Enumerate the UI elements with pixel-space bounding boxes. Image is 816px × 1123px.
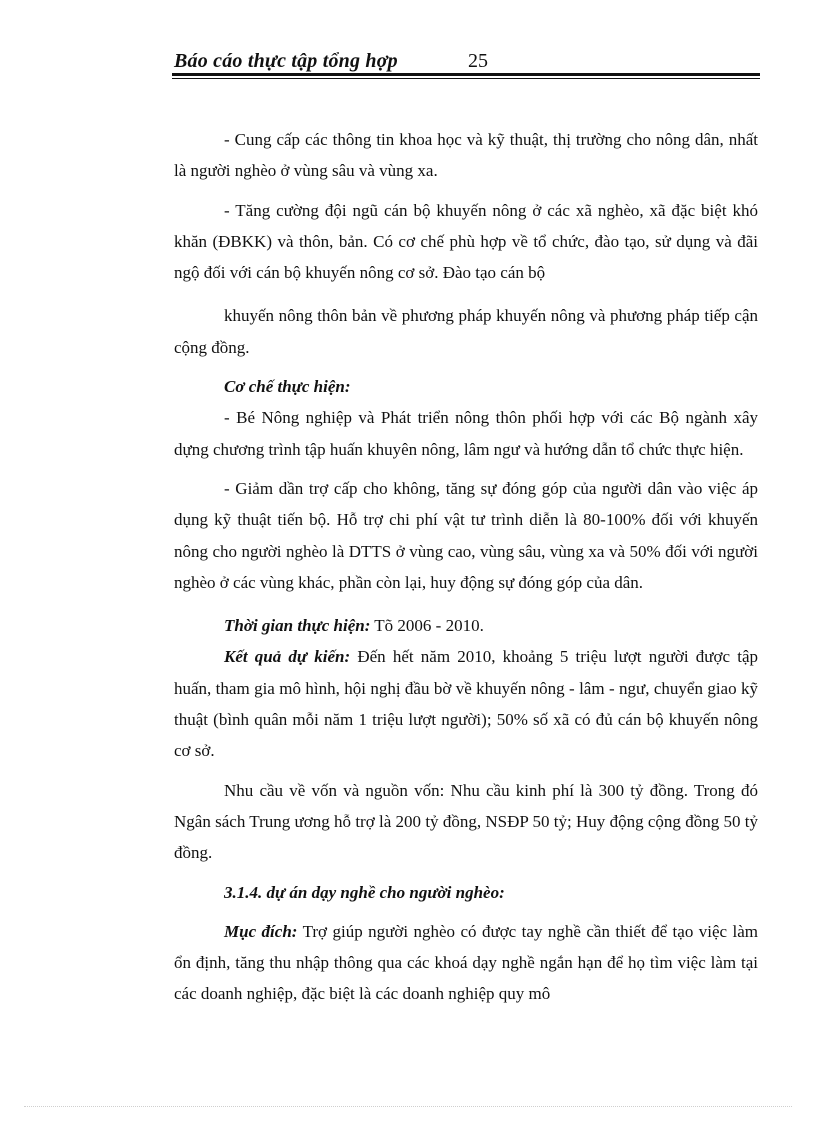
paragraph-ministry-coordination: - Bé Nông nghiệp và Phát triển nông thôn phối hợp với các Bộ ngành xây dựng chương trình tập huấn khuyên nông, lâm ngư và hướng dẫn tổ chức thực hiện. [174, 408, 758, 459]
paragraph-info-provision: - Cung cấp các thông tin khoa học và kỹ thuật, thị trường cho nông dân, nhất là người nghèo ở vùng sâu và vùng xa. [174, 130, 758, 181]
paragraph-training-methods: khuyến nông thôn bản về phương pháp khuyến nông và phương pháp tiếp cận cộng đồng. [174, 306, 758, 357]
purpose-value: Trợ giúp người nghèo có được tay nghề cần thiết để tạo việc làm ổn định, tăng thu nhập thông qua các khoá dạy nghề ngắn hạn để họ tìm việc làm tại các doanh nghiệp, đặc biệt là các doanh nghiệp quy mô [174, 921, 759, 1004]
header-title: Báo cáo thực tập tổng hợp [174, 50, 398, 72]
paragraph-expected-results [174, 641, 758, 766]
time-value: Tõ 2006 - 2010. [370, 616, 484, 636]
purpose-label: Mục đích: [224, 921, 298, 941]
result-label: Kết quả dự kiến: [224, 647, 351, 667]
header-rule-thin [172, 78, 760, 79]
section-heading-vocational-training: 3.1.4. dự án dạy nghề cho người nghèo: [224, 882, 505, 902]
mechanism-heading: Cơ chế thực hiện: [224, 377, 351, 397]
paragraph-time-frame [174, 610, 758, 641]
header-rule-thick [172, 73, 760, 76]
page-bottom-border [24, 1106, 792, 1107]
paragraph-subsidy-reduction: - Giảm dần trợ cấp cho không, tăng sự đóng góp của người dân vào việc áp dụng kỹ thuật tiến bộ. Hỗ trợ chi phí vật tư trình diễn là 80-100% đối với khuyến nông cho người nghèo là DTTS ở vùng cao, vùng sâu, vùng xa và 50% đối với người nghèo ở các vùng khác, phần còn lại, huy động sự đóng góp của dân. [174, 478, 758, 592]
document-body [174, 124, 758, 1010]
paragraph-staff-strengthening: - Tăng cường đội ngũ cán bộ khuyến nông ở các xã nghèo, xã đặc biệt khó khăn (ĐBKK) và thôn, bản. Có cơ chế phù hợp về tổ chức, đào tạo, sử dụng và đãi ngộ đối với cán bộ khuyến nông cơ sở. Đào tạo cán bộ [174, 200, 758, 283]
paragraph-funding-needs: Nhu cầu về vốn và nguồn vốn: Nhu cầu kinh phí là 300 tỷ đồng. Trong đó Ngân sách Trung ương hỗ trợ là 200 tỷ đồng, NSĐP 50 tỷ; Huy động cộng đồng 50 tỷ đồng. [174, 780, 758, 863]
paragraph-purpose [174, 916, 758, 1010]
page-number: 25 [468, 50, 488, 72]
result-value: Đến hết năm 2010, khoảng 5 triệu lượt người được tập huấn, tham gia mô hình, hội nghị đầu bờ về khuyến nông - lâm - ngư, chuyển giao kỹ thuật (bình quân mỗi năm 1 triệu lượt người); 50% số xã có đủ cán bộ khuyến nông cơ sở. [174, 647, 759, 761]
time-label: Thời gian thực hiện: [224, 616, 371, 636]
